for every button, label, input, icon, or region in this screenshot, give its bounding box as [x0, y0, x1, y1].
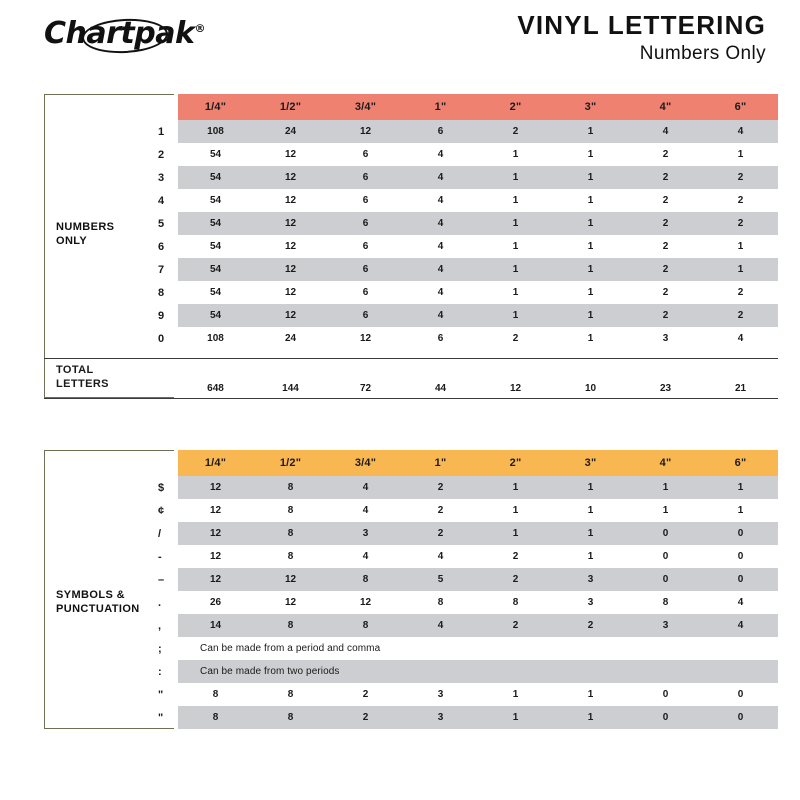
total-value: 21	[734, 383, 747, 394]
cell-value: 8	[253, 614, 328, 637]
row-key: 5	[156, 212, 178, 235]
cell-value: 4	[703, 120, 778, 143]
column-header-8: 6"	[703, 94, 778, 120]
row-key: 0	[156, 327, 178, 350]
cell-value: 4	[362, 551, 369, 562]
row-key: :	[156, 660, 178, 683]
cell-value: 1	[553, 258, 628, 281]
cell-value: 3	[628, 614, 703, 637]
cell-value: 2	[512, 551, 519, 562]
total-label-line-2: LETTERS	[56, 378, 109, 390]
cell-value: 1	[478, 258, 553, 281]
cell-value: 8	[287, 551, 294, 562]
cell-value: 12	[284, 195, 297, 206]
header-spacer-key	[156, 450, 178, 476]
row-key: "	[156, 706, 178, 729]
numbers-only-table	[44, 94, 778, 398]
table-header-row	[44, 450, 778, 476]
cell-value: 12	[178, 476, 253, 499]
column-header-5: 2"	[478, 450, 553, 476]
cell-value: 6	[328, 258, 403, 281]
row-note: Can be made from a period and comma	[200, 643, 381, 654]
cell-value: 6	[362, 241, 369, 252]
cell-value: 6	[328, 212, 403, 235]
cell-value: 4	[403, 304, 478, 327]
cell-value: 1	[553, 304, 628, 327]
column-header-7: 4"	[628, 94, 703, 120]
cell-value: 24	[253, 120, 328, 143]
total-letters-label	[44, 358, 178, 398]
cell-value: 0	[703, 568, 778, 591]
cell-value: 1	[587, 241, 594, 252]
cell-value: 54	[178, 304, 253, 327]
side-label-line-1: NUMBERS	[56, 221, 115, 234]
column-header-4: 1"	[403, 450, 478, 476]
row-key: ¢	[156, 499, 178, 522]
cell-value: 12	[209, 505, 222, 516]
cell-value: 12	[284, 287, 297, 298]
column-header-2: 1/2"	[253, 450, 328, 476]
cell-value: 2	[403, 522, 478, 545]
cell-value: 6	[328, 166, 403, 189]
column-header-5: 2"	[478, 94, 553, 120]
cell-value: 1	[737, 505, 744, 516]
cell-value: 1	[587, 149, 594, 160]
page-subtitle: Numbers Only	[639, 43, 766, 65]
symbols-punctuation-table-body	[44, 476, 778, 729]
cell-value: 26	[209, 597, 222, 608]
cell-value: 4	[703, 614, 778, 637]
column-header-6: 3"	[553, 450, 628, 476]
cell-value: 2	[737, 195, 744, 206]
total-letters-row	[44, 358, 778, 398]
side-label-line-1: SYMBOLS &	[56, 588, 125, 601]
cell-value: 2	[703, 166, 778, 189]
numbers-only-table-body	[44, 120, 778, 398]
table-header-row	[44, 94, 778, 120]
cell-value: 1	[553, 476, 628, 499]
row-key: –	[156, 568, 178, 591]
header-spacer	[44, 450, 156, 476]
cell-value: 4	[403, 166, 478, 189]
cell-value: 8	[328, 568, 403, 591]
numbers-only-section	[44, 94, 778, 398]
cell-value: 6	[328, 304, 403, 327]
cell-value: 8	[328, 614, 403, 637]
cell-value: 12	[359, 597, 372, 608]
total-value: 12	[509, 383, 522, 394]
cell-value: 8	[253, 522, 328, 545]
cell-value: 2	[628, 212, 703, 235]
cell-value: 4	[437, 149, 444, 160]
numbers-only-side-label	[44, 120, 156, 350]
page-title: VINYL LETTERING	[517, 10, 766, 40]
column-header-2: 1/2"	[253, 94, 328, 120]
cell-value: 2	[478, 568, 553, 591]
chartpak-logo	[44, 14, 244, 58]
cell-value: 8	[178, 706, 253, 729]
cell-value: 54	[178, 212, 253, 235]
column-header-1: 1/4"	[178, 450, 253, 476]
row-key: 4	[156, 189, 178, 212]
symbols-punctuation-section	[44, 450, 778, 729]
cell-value: 1	[478, 166, 553, 189]
cell-value: 1	[512, 195, 519, 206]
cell-value: 1	[512, 149, 519, 160]
cell-value: 1	[553, 522, 628, 545]
cell-value: 6	[362, 287, 369, 298]
cell-value: 54	[209, 149, 222, 160]
cell-value: 1	[553, 212, 628, 235]
cell-value: 1	[553, 166, 628, 189]
cell-value: 6	[362, 195, 369, 206]
cell-value: 2	[662, 241, 669, 252]
cell-value: 4	[328, 476, 403, 499]
cell-value: 2	[478, 120, 553, 143]
cell-value: 2	[478, 614, 553, 637]
cell-value: 1	[478, 522, 553, 545]
cell-value: 2	[662, 195, 669, 206]
cell-value: 1	[553, 120, 628, 143]
cell-value: 4	[437, 551, 444, 562]
cell-value: 2	[662, 287, 669, 298]
cell-value: 12	[253, 166, 328, 189]
total-value: 72	[359, 383, 372, 394]
cell-value: 3	[328, 522, 403, 545]
cell-value: 1	[478, 304, 553, 327]
numbers-only-table-head	[44, 94, 778, 120]
row-key: "	[156, 683, 178, 706]
cell-value: 8	[287, 689, 294, 700]
row-key: $	[156, 476, 178, 499]
cell-value: 4	[628, 120, 703, 143]
cell-value: 8	[212, 689, 219, 700]
cell-value: 2	[703, 304, 778, 327]
cell-value: 12	[209, 551, 222, 562]
total-value: 144	[282, 383, 299, 394]
cell-value: 2	[703, 212, 778, 235]
column-header-8: 6"	[703, 450, 778, 476]
cell-value: 54	[209, 241, 222, 252]
cell-value: 1	[478, 212, 553, 235]
cell-value: 2	[737, 287, 744, 298]
cell-value: 2	[662, 149, 669, 160]
cell-value: 108	[178, 120, 253, 143]
cell-value: 0	[662, 689, 669, 700]
cell-value: 6	[403, 120, 478, 143]
cell-value: 4	[737, 597, 744, 608]
column-header-7: 4"	[628, 450, 703, 476]
row-key: 3	[156, 166, 178, 189]
cell-value: 1	[737, 149, 744, 160]
cell-value: 0	[703, 522, 778, 545]
cell-value: 1	[587, 195, 594, 206]
cell-value: 0	[737, 689, 744, 700]
cell-value: 1	[512, 287, 519, 298]
cell-value: 6	[362, 149, 369, 160]
cell-value: 12	[328, 120, 403, 143]
cell-value: 14	[178, 614, 253, 637]
page-title-block	[517, 12, 766, 65]
cell-value: 24	[284, 333, 297, 344]
symbols-punctuation-table	[44, 450, 778, 729]
totals-separator	[44, 350, 778, 358]
total-value: 23	[659, 383, 672, 394]
cell-value: 1	[553, 706, 628, 729]
cell-value: 1	[478, 706, 553, 729]
cell-value: 8	[662, 597, 669, 608]
cell-value: 2	[628, 258, 703, 281]
row-key: ;	[156, 637, 178, 660]
row-key: 2	[156, 143, 178, 166]
cell-value: 54	[209, 195, 222, 206]
cell-value: 1	[703, 476, 778, 499]
cell-value: 2	[437, 505, 444, 516]
cell-value: 4	[737, 333, 744, 344]
total-value: 10	[584, 383, 597, 394]
total-rule-top	[44, 358, 778, 359]
cell-value: 2	[553, 614, 628, 637]
cell-value: 12	[284, 149, 297, 160]
cell-value: 12	[284, 241, 297, 252]
cell-value: 0	[737, 551, 744, 562]
cell-value: 1	[587, 505, 594, 516]
cell-value: 3	[437, 689, 444, 700]
cell-value: 2	[512, 333, 519, 344]
cell-value: 2	[403, 476, 478, 499]
cell-value: 0	[628, 568, 703, 591]
cell-value: 4	[437, 287, 444, 298]
total-value: 44	[434, 383, 447, 394]
cell-value: 1	[587, 333, 594, 344]
cell-value: 8	[512, 597, 519, 608]
cell-value: 0	[628, 522, 703, 545]
cell-value: 3	[403, 706, 478, 729]
cell-value: 54	[178, 258, 253, 281]
cell-value: 8	[253, 476, 328, 499]
cell-value: 3	[553, 568, 628, 591]
registered-trademark-icon: ®	[194, 22, 205, 35]
brand-name: Chartpak	[44, 16, 195, 51]
cell-value: 1	[628, 476, 703, 499]
cell-value: 12	[178, 522, 253, 545]
side-label-line-2: PUNCTUATION	[56, 602, 140, 615]
cell-value: 0	[628, 706, 703, 729]
cell-value: 12	[359, 333, 372, 344]
cell-value: 2	[362, 689, 369, 700]
cell-value: 4	[403, 212, 478, 235]
total-label-line-1: TOTAL	[56, 364, 94, 377]
header-spacer	[44, 94, 156, 120]
row-key: ,	[156, 614, 178, 637]
cell-value: 54	[178, 166, 253, 189]
cell-value: 8	[253, 706, 328, 729]
cell-value: 0	[662, 551, 669, 562]
brand-wordmark	[44, 16, 205, 51]
cell-value: 1	[587, 287, 594, 298]
cell-value: 8	[437, 597, 444, 608]
total-rule-bottom	[44, 398, 778, 399]
cell-value: 12	[253, 212, 328, 235]
total-value: 648	[207, 383, 224, 394]
cell-value: 4	[362, 505, 369, 516]
cell-value: 1	[512, 241, 519, 252]
cell-value: 12	[178, 568, 253, 591]
row-key: 1	[156, 120, 178, 143]
cell-value: 12	[284, 597, 297, 608]
cell-value: 1	[512, 505, 519, 516]
cell-value: 2	[628, 304, 703, 327]
cell-value: 12	[253, 258, 328, 281]
cell-value: 3	[662, 333, 669, 344]
side-label-line-2: ONLY	[56, 235, 88, 247]
cell-value: 2	[628, 166, 703, 189]
cell-value: 1	[662, 505, 669, 516]
cell-value: 4	[403, 258, 478, 281]
cell-value: 6	[437, 333, 444, 344]
column-header-4: 1"	[403, 94, 478, 120]
cell-value: 1	[512, 689, 519, 700]
table-row	[44, 476, 778, 499]
row-key: 9	[156, 304, 178, 327]
cell-value: 4	[437, 195, 444, 206]
row-key: -	[156, 545, 178, 568]
column-header-1: 1/4"	[178, 94, 253, 120]
cell-value: 1	[587, 551, 594, 562]
cell-value: 54	[209, 287, 222, 298]
row-key: /	[156, 522, 178, 545]
symbols-punctuation-side-label	[44, 476, 156, 729]
column-header-6: 3"	[553, 94, 628, 120]
row-key: .	[156, 591, 178, 614]
cell-value: 1	[478, 476, 553, 499]
cell-value: 1	[703, 258, 778, 281]
header-spacer-key	[156, 94, 178, 120]
cell-value: 3	[587, 597, 594, 608]
cell-value: 12	[253, 568, 328, 591]
cell-value: 2	[328, 706, 403, 729]
table-row	[44, 120, 778, 143]
row-key: 8	[156, 281, 178, 304]
cell-value: 1	[737, 241, 744, 252]
cell-value: 8	[287, 505, 294, 516]
column-header-3: 3/4"	[328, 450, 403, 476]
cell-value: 108	[207, 333, 224, 344]
cell-value: 12	[253, 304, 328, 327]
row-note: Can be made from two periods	[178, 660, 778, 683]
cell-value: 4	[437, 241, 444, 252]
row-key: 7	[156, 258, 178, 281]
spacer-cell	[44, 350, 778, 358]
column-header-3: 3/4"	[328, 94, 403, 120]
cell-value: 0	[703, 706, 778, 729]
cell-value: 5	[403, 568, 478, 591]
cell-value: 4	[403, 614, 478, 637]
cell-value: 1	[587, 689, 594, 700]
row-key: 6	[156, 235, 178, 258]
symbols-punctuation-table-head	[44, 450, 778, 476]
